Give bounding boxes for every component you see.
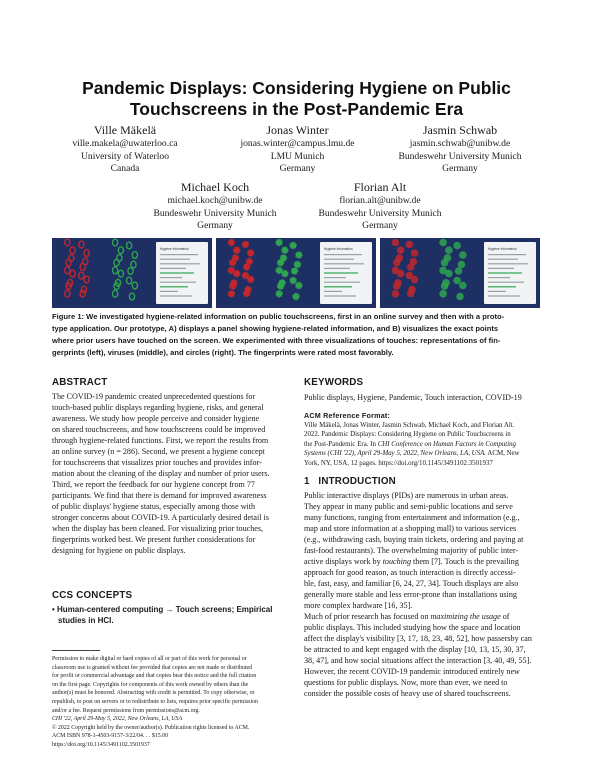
abstract-line: through hygiene-related functions. First, we report the results from xyxy=(52,436,269,445)
introduction-body xyxy=(304,490,544,699)
virus-mark xyxy=(229,283,235,289)
virus-mark xyxy=(229,259,235,265)
author-country: Germany xyxy=(197,220,233,231)
permission-notice xyxy=(52,655,292,750)
abstract-line: designing for hygiene on public displays. xyxy=(52,546,186,555)
keywords-heading: KEYWORDS xyxy=(304,377,364,388)
abstract-line: Third, we report the feedback for our hygiene concept from 77 xyxy=(52,480,255,489)
keywords-line: Public displays, Hygiene, Pandemic, Touch interaction, COVID-19 xyxy=(304,393,522,402)
author-country: Canada xyxy=(110,163,140,174)
panel-text-placeholder xyxy=(488,286,516,287)
permission-line: author(s) must be honored. Abstracting with credit is permitted. To copy otherwise, or xyxy=(52,690,255,697)
panel-text-placeholder xyxy=(324,277,346,278)
panel-text-placeholder xyxy=(488,295,520,296)
caption-line: Figure 1: We investigated hygiene-related information on public touchscreens, first in an online survey and then with a proto- xyxy=(52,312,505,321)
author-email[interactable]: jasmin.schwab@unibw.de xyxy=(409,138,511,149)
title-line: Touchscreens in the Post-Pandemic Era xyxy=(129,99,464,119)
author-block xyxy=(225,123,370,176)
virus-mark xyxy=(276,239,282,245)
circle-mark xyxy=(458,261,466,269)
reference-format-heading: ACM Reference Format: xyxy=(304,411,391,420)
circle-mark xyxy=(407,290,415,298)
panel-text-placeholder xyxy=(324,259,354,260)
author-country: Germany xyxy=(442,163,478,174)
copyright-line: © 2022 Copyright held by the owner/author(s). Publication rights licensed to ACM. xyxy=(52,724,250,731)
abstract-line: on shared touchscreens, and how touchscreens could be improved xyxy=(52,425,266,434)
hygiene-panel-title: Hygiene Information xyxy=(488,247,517,251)
abstract-line: of public displays' hygiene status, especially among those with xyxy=(52,502,256,511)
hygiene-panel-title: Hygiene Information xyxy=(160,247,189,251)
abstract-line: mation about the cleaning of the display and number of prior users. xyxy=(52,469,270,478)
intro-line: Public interactive displays (PIDs) are numerous in urban areas. xyxy=(304,491,509,500)
intro-line: However, the recent COVID-19 pandemic introduced entirely new xyxy=(304,667,520,676)
virus-mark xyxy=(228,291,234,297)
reference-line: Ville Mäkelä, Jonas Winter, Jasmin Schwab, Michael Koch, and Florian Alt. xyxy=(304,422,515,429)
reference-line xyxy=(304,449,544,458)
author-block xyxy=(385,123,535,176)
panel-text-placeholder xyxy=(324,254,362,255)
circle-mark xyxy=(441,259,449,267)
caption-line: gerprints (left), viruses (middle), and circles (right). The fingerprints were rated most favorably. xyxy=(52,348,394,357)
intro-line: fast-food restaurants). The overwhelming majority of public inter- xyxy=(304,546,519,555)
teaser-panel-circles xyxy=(380,238,540,308)
virus-mark xyxy=(282,270,288,276)
panel-text-placeholder xyxy=(488,277,510,278)
circle-mark xyxy=(393,282,401,290)
circle-mark xyxy=(397,246,405,254)
circle-mark xyxy=(407,263,415,271)
virus-mark xyxy=(291,268,297,274)
reference-format xyxy=(304,421,544,468)
panel-text-placeholder xyxy=(488,259,518,260)
intro-line: They appear in many public and semi-public locations and serve xyxy=(304,502,513,511)
virus-mark xyxy=(243,290,249,296)
panel-text-placeholder xyxy=(488,272,522,273)
intro-line xyxy=(304,611,544,622)
caption-line: type application. Our prototype, A) displays a panel showing hygiene-related information, and B) visualizes the exact points xyxy=(52,324,499,333)
circle-mark xyxy=(406,241,414,249)
panel-text-placeholder xyxy=(160,263,200,264)
author-block xyxy=(55,123,195,176)
abstract-line: awareness. We study how people perceive and consider hygiene xyxy=(52,414,260,423)
teaser-panel-viruses xyxy=(216,238,376,308)
abstract-heading: ABSTRACT xyxy=(52,377,108,388)
ccs-heading: CCS CONCEPTS xyxy=(52,590,133,601)
virus-mark xyxy=(296,282,302,288)
circle-mark xyxy=(411,276,419,284)
author-block xyxy=(135,180,295,233)
intro-line: approach for good reason, as touch interaction is directly accessi- xyxy=(304,568,516,577)
ccs-line: • Human-centered computing → Touch screens; Empirical xyxy=(52,605,273,614)
panel-text-placeholder xyxy=(160,291,178,292)
ccs-line: studies in HCI. xyxy=(58,616,114,625)
permission-line: on the first page. Copyrights for components of this work owned by others than the xyxy=(52,681,249,688)
circle-mark xyxy=(392,239,400,247)
author-affiliation: University of Waterloo xyxy=(80,150,170,162)
virus-mark xyxy=(276,291,282,297)
author-email[interactable]: florian.alt@unibw.de xyxy=(339,195,421,206)
permission-line: and/or a fee. Request permissions from permissions@acm.org. xyxy=(52,707,200,714)
reference-fragment: the Post-Pandemic Era. In xyxy=(304,440,378,448)
hygiene-panel-title: Hygiene Information xyxy=(324,247,353,251)
paper-title xyxy=(40,78,553,120)
circle-mark xyxy=(445,246,453,254)
panel-text-placeholder xyxy=(160,259,190,260)
virus-mark xyxy=(296,252,302,258)
author-affiliation: LMU Munich xyxy=(270,150,325,162)
panel-text-placeholder xyxy=(488,254,526,255)
panel-text-placeholder xyxy=(160,272,194,273)
author-name: Florian Alt xyxy=(353,180,407,194)
panel-text-placeholder xyxy=(488,263,528,264)
footnote-divider xyxy=(52,650,100,651)
author-country: Germany xyxy=(362,220,398,231)
panel-text-placeholder xyxy=(160,282,196,283)
reference-fragment: ACM, New xyxy=(486,450,520,458)
circle-mark xyxy=(392,290,400,298)
venue-line: CHI '22, April 29-May 5, 2022, New Orleans, LA, USA xyxy=(52,716,183,723)
author-block xyxy=(305,180,455,233)
virus-screen xyxy=(216,238,376,308)
virus-mark xyxy=(242,241,248,247)
intro-line: affect the display's visibility [3, 17, 18, 23, 48, 52], how passersby can xyxy=(304,634,532,643)
author-affiliation: Bundeswehr University Munich xyxy=(153,207,277,219)
circle-mark xyxy=(439,290,447,298)
intro-fragment: of xyxy=(500,612,510,621)
panel-text-placeholder xyxy=(488,291,506,292)
author-name: Michael Koch xyxy=(180,180,250,194)
circle-mark xyxy=(456,293,464,301)
panel-text-placeholder xyxy=(324,295,356,296)
ccs-concepts xyxy=(52,604,292,626)
intro-line: questions for public displays. Now, more than ever, we need to xyxy=(304,678,508,687)
panel-text-placeholder xyxy=(160,277,182,278)
circle-mark xyxy=(441,282,449,290)
virus-mark xyxy=(228,239,234,245)
reference-fragment: Systems (CHI '22), April 29-May 5, 2022, New Orleans, LA, USA. xyxy=(304,450,487,458)
teaser-figure xyxy=(52,238,542,308)
author-country: Germany xyxy=(279,163,316,174)
circle-mark xyxy=(411,249,419,257)
virus-mark xyxy=(277,259,283,265)
intro-fragment: touching xyxy=(382,557,412,566)
permission-line: classroom use is granted without fee provided that copies are not made or distributed xyxy=(52,664,253,671)
panel-text-placeholder xyxy=(324,291,342,292)
virus-mark xyxy=(290,242,296,248)
circle-mark xyxy=(393,259,401,267)
intro-line: consider the possible costs of heavy use of shared touchscreens. xyxy=(304,689,511,698)
author-email[interactable]: ville.makela@uwaterloo.ca xyxy=(72,138,178,149)
virus-mark xyxy=(247,276,253,282)
intro-line: 38, 47], and how social situations affect the interaction [3, 40, 49, 55]. xyxy=(304,656,532,665)
abstract-line: participants. We find that there is demand for improved awareness xyxy=(52,491,267,500)
virus-mark xyxy=(246,258,252,264)
abstract-line: fingerprints worked best. We present further considerations for xyxy=(52,535,256,544)
author-email[interactable]: michael.koch@unibw.de xyxy=(167,195,263,206)
panel-text-placeholder xyxy=(488,282,524,283)
reference-line: 2022. Pandemic Displays: Considering Hygiene on Public Touchscreens in xyxy=(304,431,511,439)
intro-line: map and store information at a shopping mall) to various services xyxy=(304,524,517,533)
panel-text-placeholder xyxy=(160,295,192,296)
virus-mark xyxy=(290,277,296,283)
panel-text-placeholder xyxy=(488,268,514,269)
abstract-line: an online survey (n = 286). Second, we present a hygiene concept xyxy=(52,447,265,456)
permission-line: republish, to post on servers or to redistribute to lists, requires prior specific permission xyxy=(52,698,258,705)
permission-line: Permission to make digital or hard copies of all or part of this work for personal or xyxy=(52,656,247,662)
abstract-line: when the display has been cleaned. For visualizing prior touches, xyxy=(52,524,264,533)
intro-fragment: maximizing the usage xyxy=(430,612,501,621)
panel-text-placeholder xyxy=(160,268,186,269)
panel-text-placeholder xyxy=(324,268,350,269)
virus-mark xyxy=(233,247,239,253)
circle-mark xyxy=(459,251,467,259)
title-line: Pandemic Displays: Considering Hygiene on Public xyxy=(82,78,511,98)
intro-line xyxy=(304,556,544,567)
panel-text-placeholder xyxy=(324,286,352,287)
abstract-line: for touchscreens that visualizes prior touches and provides infor- xyxy=(52,458,262,467)
permission-line: for profit or commercial advantage and that copies bear this notice and the full citation xyxy=(52,673,257,680)
intro-fragment: them [7]. Touch is the prevailing xyxy=(411,557,519,566)
panel-text-placeholder xyxy=(324,263,364,264)
virus-mark xyxy=(282,247,288,253)
keywords-text xyxy=(304,392,544,403)
author-name: Jasmin Schwab xyxy=(422,123,498,137)
author-name: Ville Mäkelä xyxy=(93,123,157,137)
abstract-line: stronger concerns about COVID-19. A particularly desired detail is xyxy=(52,513,269,522)
circle-mark xyxy=(445,270,453,278)
doi-link[interactable]: https://doi.org/10.1145/3491102.3501937 xyxy=(52,741,150,748)
intro-line: ble, fast, easy, and familiar [6, 24, 27, 34]. Touch displays are also xyxy=(304,579,519,588)
figure-caption xyxy=(52,311,544,359)
intro-line: be attracted to and kept engaged with the display [10, 13, 15, 30, 37, xyxy=(304,645,526,654)
virus-mark xyxy=(247,250,253,256)
reference-line: York, NY, USA, 12 pages. https://doi.org/10.1145/3491102.3501937 xyxy=(304,459,493,467)
intro-line: (e.g., withdrawing cash, buying train tickets, ordering and paying at xyxy=(304,535,524,544)
virus-mark xyxy=(242,272,248,278)
reference-fragment: CHI Conference on Human Factors in Computing xyxy=(377,440,516,448)
intro-fragment: Much of prior research has focused on xyxy=(304,612,431,621)
fingerprint-screen xyxy=(52,238,212,308)
circle-mark xyxy=(459,282,467,290)
panel-text-placeholder xyxy=(324,282,360,283)
introduction-heading: 1 INTRODUCTION xyxy=(304,476,396,487)
author-name: Jonas Winter xyxy=(266,123,329,137)
abstract-line: touch-based public displays regarding hygiene, risks, and general xyxy=(52,403,264,412)
circle-mark xyxy=(439,239,447,247)
virus-mark xyxy=(293,293,299,299)
virus-mark xyxy=(294,261,300,267)
reference-line xyxy=(304,440,544,449)
intro-line: generally more stable and less error-prone than installations using xyxy=(304,590,517,599)
virus-mark xyxy=(233,270,239,276)
circle-mark xyxy=(453,242,461,250)
virus-mark xyxy=(243,264,249,270)
intro-line: many functions, ranging from entertainment and information (e.g., xyxy=(304,513,520,522)
caption-line: where prior users have touched on the screen. We experimented with three visualizations of touches: representations of fin- xyxy=(52,336,501,345)
intro-line: public displays. This included studying how the space and location xyxy=(304,623,521,632)
isbn-line: ACM ISBN 978-1-4503-9157-3/22/04. . . $15.00 xyxy=(52,733,169,740)
author-affiliation: Bundeswehr University Munich xyxy=(318,207,442,219)
author-affiliation: Bundeswehr University Munich xyxy=(398,150,522,162)
circle-screen xyxy=(380,238,540,308)
intro-fragment: active displays work by xyxy=(304,557,383,566)
intro-line: more complex hardware [16, 35]. xyxy=(304,601,413,610)
abstract-body xyxy=(52,391,292,556)
circle-mark xyxy=(397,270,405,278)
panel-text-placeholder xyxy=(160,286,188,287)
abstract-line: The COVID-19 pandemic created unprecedented questions for xyxy=(52,392,256,401)
circle-mark xyxy=(453,277,461,285)
teaser-panel-fingerprints xyxy=(52,238,212,308)
panel-text-placeholder xyxy=(160,254,198,255)
author-email[interactable]: jonas.winter@campus.lmu.de xyxy=(240,138,355,149)
virus-mark xyxy=(277,283,283,289)
panel-text-placeholder xyxy=(324,272,358,273)
circle-mark xyxy=(455,267,463,275)
